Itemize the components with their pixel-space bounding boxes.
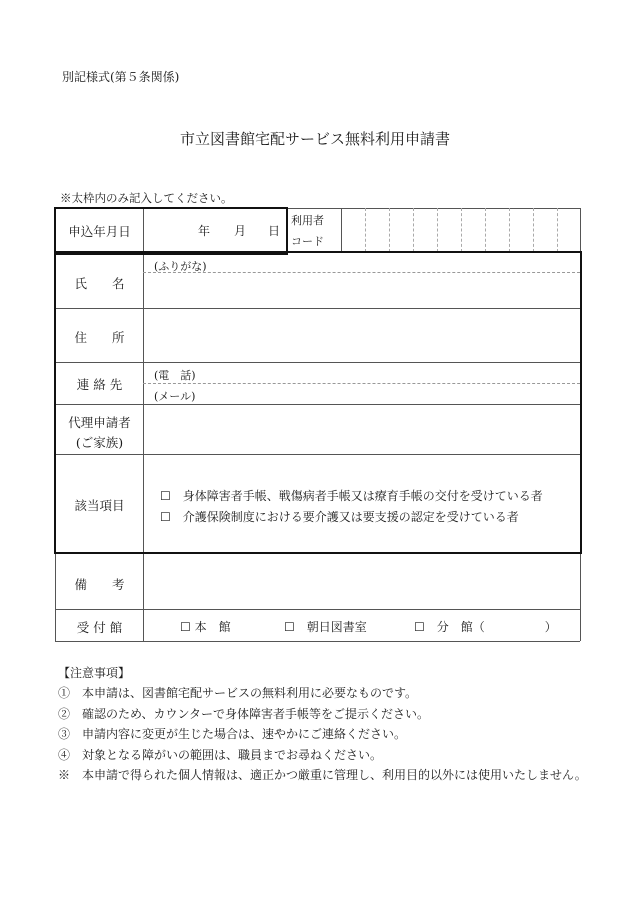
year-unit: 年 [198,224,211,238]
contact-label: 連 絡 先 [76,377,123,392]
furigana-field[interactable] [144,254,579,271]
furigana-label: (ふりがな) [154,260,207,273]
page-title: 市立図書館宅配サービス無料利用申請書 [179,130,450,148]
reception-option-asahi: ☐ 朝日図書室 [284,620,367,634]
phone-field[interactable] [200,363,579,382]
proxy-label-line1: 代理申請者 [68,415,131,430]
form-reference: 別記様式(第５条関係) [62,70,180,84]
name-label: 氏 名 [74,276,125,291]
day-unit: 日 [268,224,281,238]
month-unit: 月 [234,224,247,238]
category-label: 該当項目 [74,498,125,513]
phone-label: (電 話) [154,369,196,382]
name-field[interactable] [144,274,579,307]
date-label: 申込年月日 [68,224,131,239]
user-code-label-1: 利用者 [291,214,324,227]
category-option-care[interactable]: ☐ 介護保険制度における要介護又は要支援の認定を受けている者 [160,510,519,524]
address-field[interactable] [144,309,579,361]
reception-label: 受 付 館 [76,620,123,635]
note-item: ① 本申請は、図書館宅配サービスの無料利用に必要なものです。 [58,686,418,700]
reception-option-main: ☐ 本 館 [180,620,231,634]
proxy-field[interactable] [144,405,579,453]
email-label: (メール) [154,390,196,403]
note-item-privacy: ※ 本申請で得られた個人情報は、適正かつ厳重に管理し、利用目的以外には使用いたしません。 [58,768,587,782]
note-item: ④ 対象となる障がいの範囲は、職員までお尋ねください。 [58,748,383,762]
category-option-disability[interactable]: ☐ 身体障害者手帳、戦傷病者手帳又は療育手帳の交付を受けている者 [160,489,543,503]
note-item: ③ 申請内容に変更が生じた場合は、速やかにご連絡ください。 [58,727,407,741]
remarks-label: 備 考 [74,577,125,592]
reception-option-branch: ☐ 分 館（ ） [414,620,557,634]
instruction-note: ※太枠内のみ記入してください。 [60,191,233,205]
address-label: 住 所 [74,330,125,345]
user-code-label-2: コード [291,235,324,248]
notes-heading: 【注意事項】 [58,666,131,680]
note-item: ② 確認のため、カウンターで身体障害者手帳等をご提示ください。 [58,707,430,721]
date-field[interactable] [144,209,285,251]
email-field[interactable] [200,385,579,403]
proxy-label-line2: (ご家族) [75,435,124,450]
user-code-field[interactable] [342,209,579,251]
remarks-field [144,556,579,608]
